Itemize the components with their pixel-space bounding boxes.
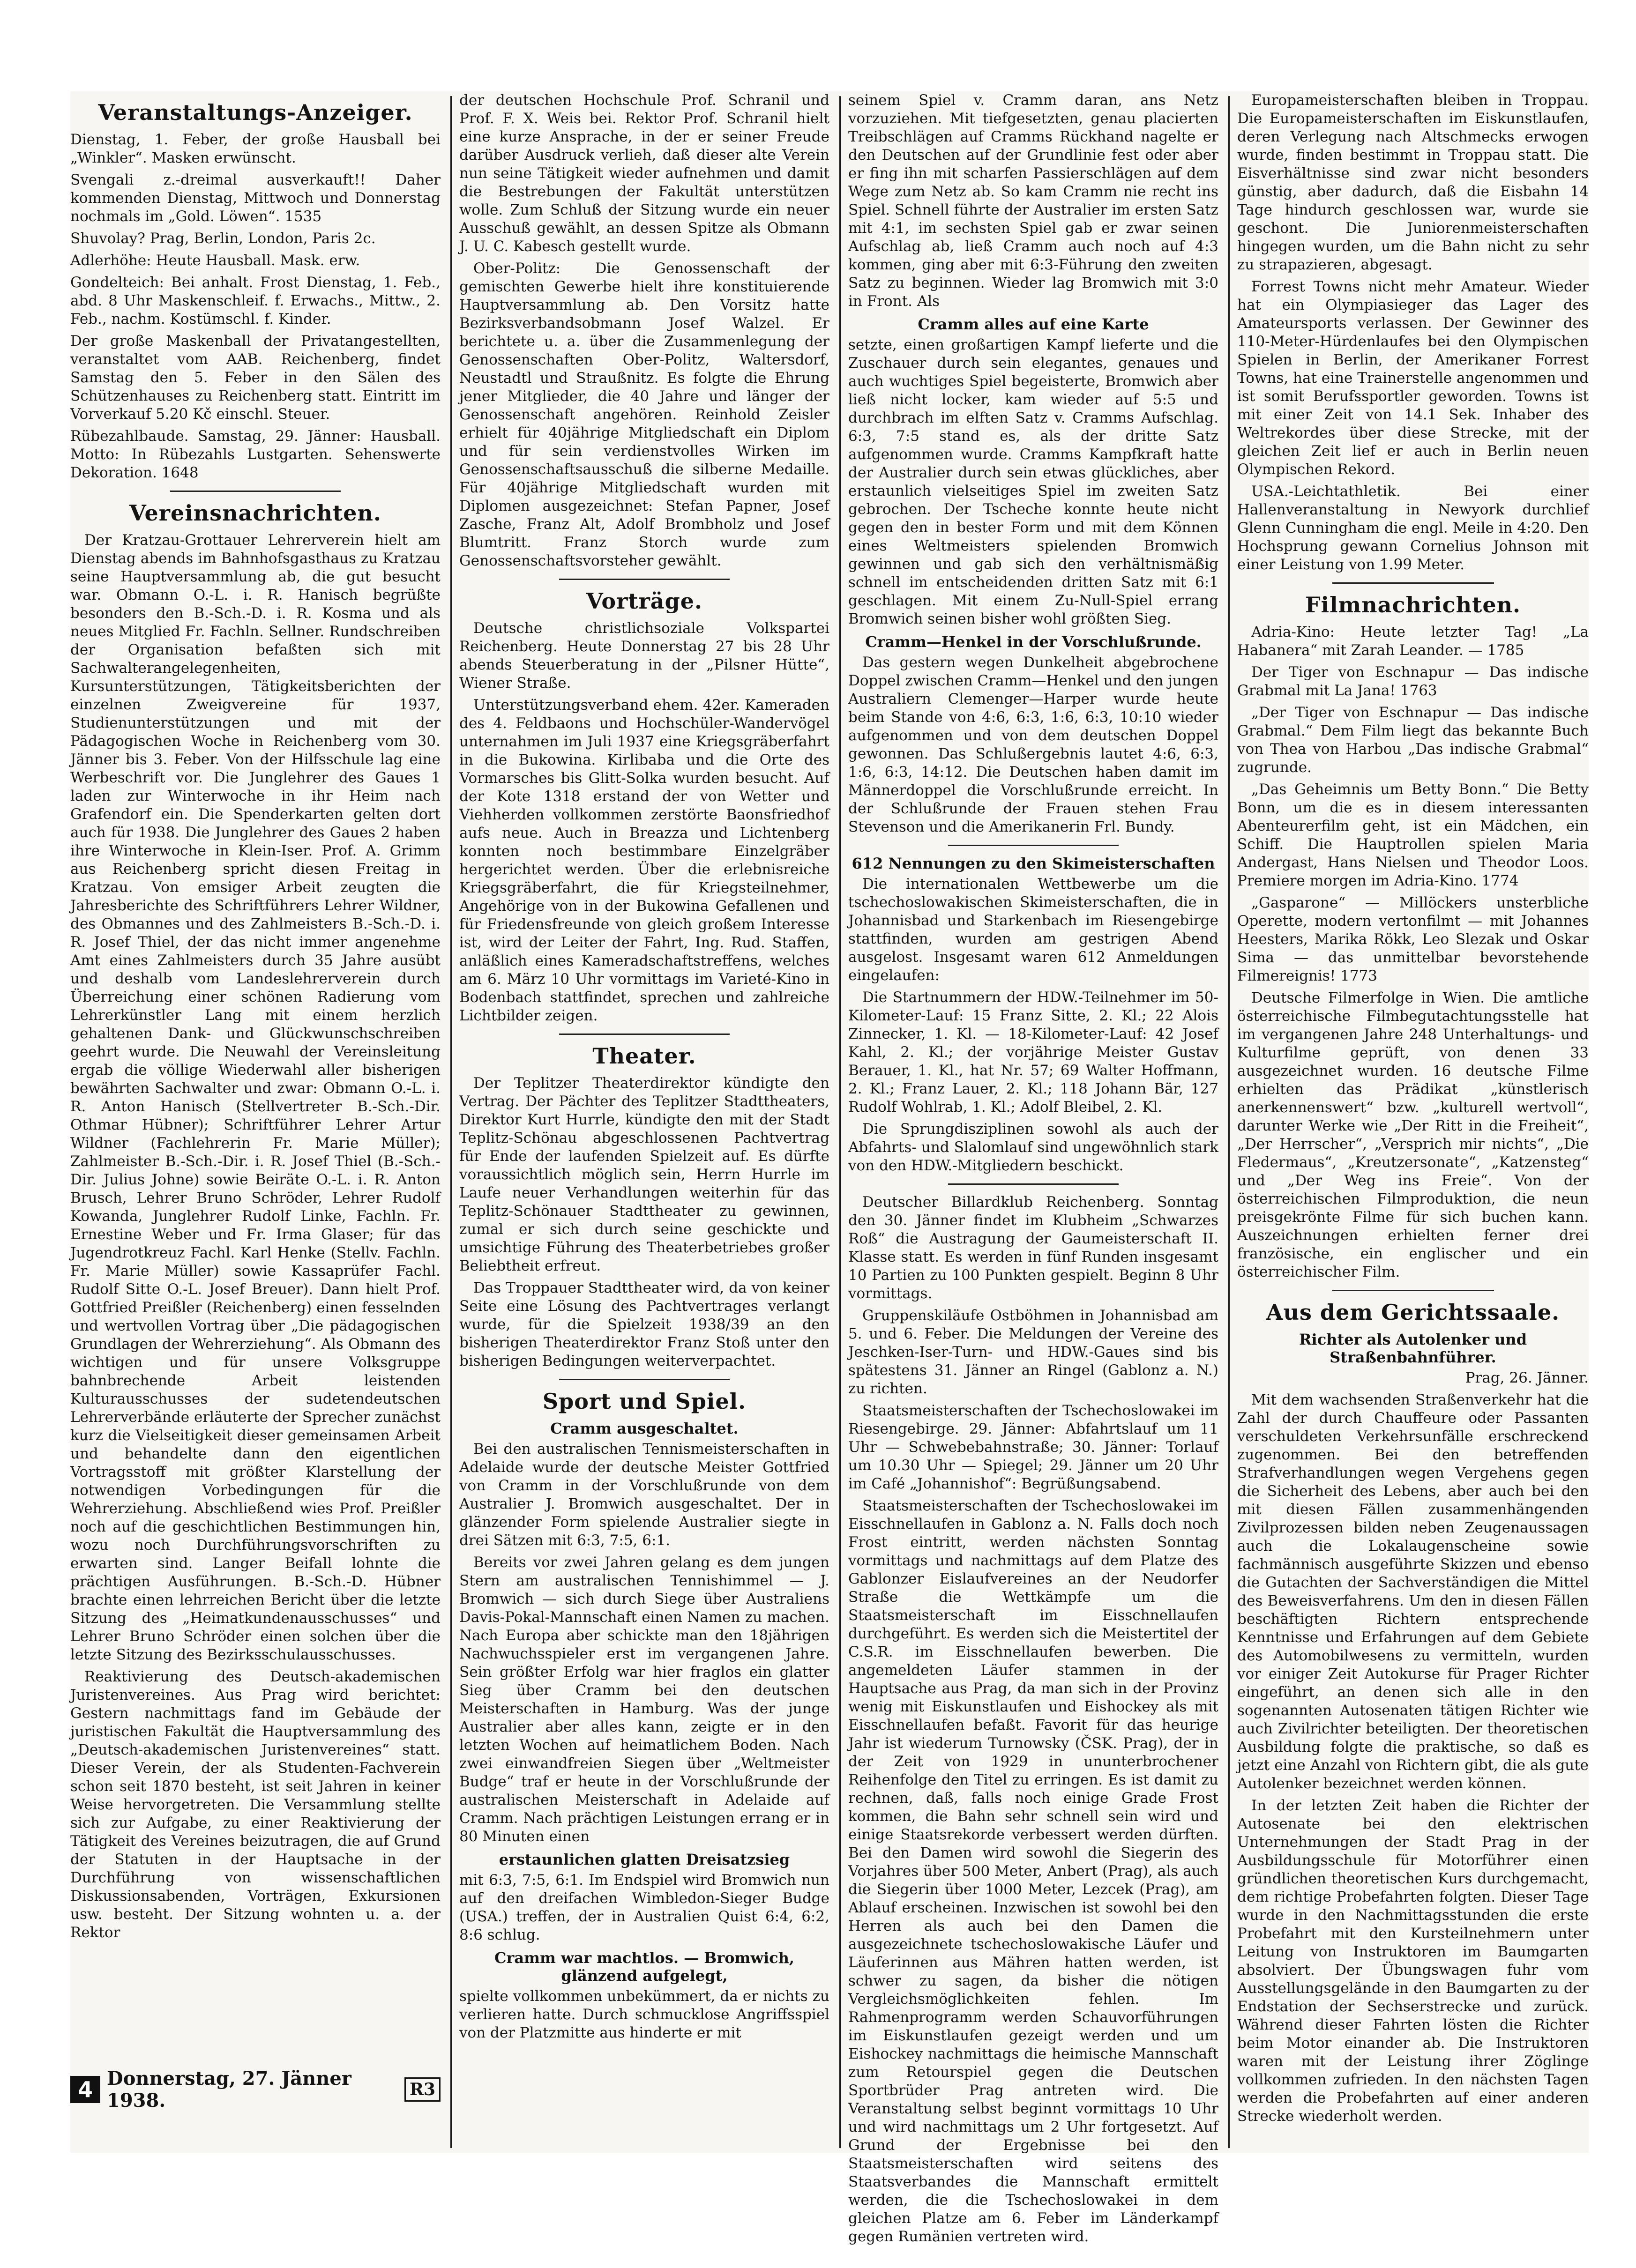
article-paragraph: Die Startnummern der HDW.-Teilnehmer im 50-Kilometer-Lauf: 15 Franz Sitte, 2. Kl.; 22 Alois Zinnecker, 1. Kl. — 18-Kilometer-Lauf: 42 Josef Kahl, 2. Kl.; der vorjährige Meister Gustav Berauer, 1. Kl., hat Nr. 57; 69 Walter Hoffmann, 2. Kl.; Franz Lauer, 2. Kl.; 118 Johann Bär, 127 Rudolf Wohlrab, 1. Kl.; Adolf Bleibel, 2. Kl. — [848, 989, 1218, 1115]
separator — [948, 845, 1118, 846]
film-notice: „Gasparone“ — Millöckers unsterbliche Operette, modern vertonfilmt — mit Johannes Heesters, Marika Rökk, Leo Slezak und Oskar Sima — das unmittelbar bevorstehende Filmereignis! 1773 — [1237, 894, 1589, 984]
article-paragraph: Das Troppauer Stadttheater wird, da von keiner Seite eine Lösung des Pachtvertrages verlangt wurde, für die Spielzeit 1938/39 an den bisherigen Theaterdirektor Franz Stoß unter den bisherigen Bedingungen weiterverpachtet. — [459, 1279, 829, 1369]
article-paragraph: Mit dem wachsenden Straßenverkehr hat die Zahl der durch Chauffeure oder Passanten verschuldeten Verkehrsunfälle erschreckend zugenommen. Bei den betreffenden Strafverhandlungen wegen Vergehens gegen die Sicherheit des Lebens, aber auch bei den mit diesen Fällen zusammenhängenden Zivilprozessen bilden neben Zeugenaussagen auch die Lokalaugenscheine sowie fachmännisch ausgeführte Skizzen und ebenso die Gutachten der Sachverständigen die Mittel des Beweisverfahrens. Um den in diesen Fällen beschäftigten Richtern entsprechende Kenntnisse und Erfahrungen auf dem Gebiete des Automobilwesens zu vermitteln, wurden vor einiger Zeit Autokurse für Prager Richter eingeführt, an denen sich alle in den sogenannten Autosenaten tätigen Richter wie auch Zivilrichter beteiligten. Der theoretischen Ausbildung folgte die praktische, so daß es jetzt eine Anzahl von Richtern gibt, die als gute Autolenker bezeichnet werden können. — [1237, 1391, 1589, 1792]
event-notice: Dienstag, 1. Feber, der große Hausball bei „Winkler“. Masken erwünscht. — [70, 131, 441, 166]
separator — [1332, 1290, 1494, 1291]
event-notice: Svengali z.-dreimal ausverkauft!! Daher kommenden Dienstag, Mittwoch und Donnerstag nochmals im „Gold. Löwen“. 1535 — [70, 171, 441, 225]
article-paragraph: mit 6:3, 7:5, 6:1. Im Endspiel wird Bromwich nun auf den dreifachen Wimbledon-Sieger Budge (USA.) treffen, der in Australien Quist 6:4, 6:2, 8:6 schlug. — [459, 1872, 829, 1943]
article-paragraph: Unterstützungsverband ehem. 42er. Kameraden des 4. Feldbaons und Hochschüler-Wandervögel unternahmen im Juli 1937 eine Kriegsgräberfahrt in die Bukowina. Kirlibaba und die Orte des Vormarsches bis Glitt-Solka wurden besucht. Auf der Kote 1318 erstand der von Wetter und Viehherden vollkommen zerstörte Baonsfriedhof aufs neue. Auch in Breazza und Lichtenberg konnten noch bestimmbare Einzelgräber hergerichtet werden. Über die erlebnisreiche Kriegsgräberfahrt, die für Kriegsteilnehmer, Angehörige von in der Bukowina Gefallenen und für Friedensfreunde von gleich großem Interesse ist, wird der Leiter der Fahrt, Ing. Rud. Staffen, anläßlich eines Kameradschaftstreffens, welches am 6. März 10 Uhr vormittags im Varieté-Kino in Bodenbach stattfindet, sprechen und zahlreiche Lichtbilder zeigen. — [459, 697, 829, 1024]
column-1 — [70, 91, 441, 2153]
footer-emblem: R3 — [404, 2077, 441, 2102]
event-notice: Gondelteich: Bei anhalt. Frost Dienstag, 1. Feb., abd. 8 Uhr Maskenschleif. f. Erwachs., Mittw., 2. Feb., nachm. Kostümschl. f. Kinder. — [70, 274, 441, 327]
subheadline: Cramm war machtlos. — Bromwich, glänzend aufgelegt, — [494, 1949, 794, 1985]
subheadline: erstaunlichen glatten Dreisatzsieg — [499, 1851, 790, 1868]
separator — [1332, 582, 1494, 584]
film-notice: Der Tiger von Eschnapur — Das indische Grabmal mit La Jana! 1763 — [1237, 664, 1589, 699]
article-paragraph: setzte, einen großartigen Kampf lieferte und die Zuschauer durch sein elegantes, genaues und auch wuchtiges Spiel begeisterte, Bromwich aber ließ nicht locker, kam wieder auf 5:5 und durchbrach im elften Satz v. Cramms Aufschlag. 6:3, 7:5 stand es, als der dritte Satz aufgenommen wurde. Cramms Kampfkraft hatte der Australier durch sein etwas glückliches, aber erstaunlich vielseitiges Spiel im zweiten Satz gebrochen. Der Tscheche konnte heute nicht gegen den in bester Form und mit dem Können eines Weltmeisters spielenden Bromwich gewinnen und gab sich den verhältnismäßig schnell im entscheidenden dritten Satz mit 6:1 geschlagen. Mit einem Zu-Null-Spiel errang Bromwich seinen bisher wohl größten Sieg. — [848, 336, 1218, 627]
separator — [559, 579, 729, 580]
film-notice: Adria-Kino: Heute letzter Tag! „La Habanera“ mit Zarah Leander. — 1785 — [1237, 624, 1589, 659]
section-heading: Aus dem Gerichtssaale. — [1266, 1300, 1560, 1325]
article-paragraph: USA.-Leichtathletik. Bei einer Hallenveranstaltung in Newyork durchlief Glenn Cunningham die engl. Meile in 4:20. Den Hochsprung gewann Cornelius Johnson mit einer Leistung von 1.99 Meter. — [1237, 483, 1589, 573]
column-3 — [848, 91, 1218, 2245]
subheadline: Cramm alles auf eine Karte — [918, 315, 1149, 333]
film-notice: „Der Tiger von Eschnapur — Das indische Grabmal.“ Dem Film liegt das bekannte Buch von Thea von Harbou „Das indische Grabmal“ zugrunde. — [1237, 704, 1589, 776]
section-heading: Filmnachrichten. — [1305, 592, 1521, 617]
article-paragraph: Ober-Politz: Die Genossenschaft der gemischten Gewerbe hielt ihre konstituierende Hauptversammlung ab. Den Vorsitz hatte Bezirksverbandsobmann Josef Walzel. Er berichtete u. a. über die Zusammenlegung der Genossenschaften Ober-Politz, Waltersdorf, Neustadtl und Straußnitz. Es folgte die Ehrung jener Mitglieder, die 40 Jahre und länger der Genossenschaft angehören. Reinhold Zeisler erhielt für 40jährige Mitgliedschaft ein Diplom und für sein verdienstvolles Wirken im Genossenschaftsausschuß die silberne Medaille. Für 40jährige Mitgliedschaft wurden mit Diplomen ausgezeichnet: Stefan Papner, Josef Zasche, Franz Alt, Adolf Brombholz und Josef Blumtritt. Franz Storch wurde zum Genossenschaftsvorsteher gewählt. — [459, 260, 829, 569]
event-notice: Der große Maskenball der Privatangestellten, veranstaltet vom AAB. Reichenberg, findet Samstag den 5. Feber in den Sälen des Schützenhauses zu Reichenberg statt. Eintritt im Vorverkauf 5.20 Kč einschl. Steuer. — [70, 333, 441, 423]
page-number: 4 — [70, 2076, 100, 2103]
event-notice: Rübezahlbaude. Samstag, 29. Jänner: Hausball. Motto: In Rübezahls Lustgarten. Sehenswerte Dekoration. 1648 — [70, 428, 441, 481]
article-paragraph: spielte vollkommen unbekümmert, da er nichts zu verlieren hatte. Durch schmucklose Angriffsspiel von der Platzmitte aus hinderte er mit — [459, 1988, 829, 2041]
article-headline: Cramm ausgeschaltet. — [550, 1420, 739, 1437]
article-paragraph: Der Kratzau-Grottauer Lehrerverein hielt am Dienstag abends im Bahnhofsgasthaus zu Kratzau seine Hauptversammlung ab, die gut besucht war. Obmann O.-L. i. R. Hanisch begrüßte besonders den B.-Sch.-D. i. R. Kosma und als neues Mitglied Fr. Fachln. Sellner. Rundschreiben der Organisation befaßten sich mit Sachwalterangelegenheiten, Kursunterstützungen, Tätigkeitsberichten der einzelnen Zweigvereine für 1937, Studienunterstützungen und mit der Pädagogischen Woche in Reichenberg vom 30. Jänner bis 3. Feber. Von der Hilfsschule lag eine Werbeschrift vor. Die Junglehrer des Gaues 1 laden zur Winterwoche in ihr Heim nach Grafendorf ein. Die Spenderkarten gelten dort auch für 1938. Die Junglehrer des Gaues 2 haben ihre Winterwoche in Klein-Iser. Prof. A. Grimm aus Reichenberg spricht diesen Freitag in Kratzau. Von emsiger Arbeit zeugten die Jahresberichte des Schriftführers Lehrer Wildner, des Obmannes und des Zahlmeisters B.-Sch.-D. i. R. Josef Thiel, der das nicht immer angenehme Amt eines Zahlmeisters durch 35 Jahre ausübt und deshalb vom Landeslehrerverein durch Überreichung einer schönen Radierung vom Lehrerkünstler Lang mit einem herzlich gehaltenen Dank- und Glückwunschschreiben geehrt wurde. Die Neuwahl der Vereinsleitung ergab die völlige Wiederwahl aller bisherigen bewährten Sachwalter und zwar: Obmann O.-L. i. R. Anton Hanisch (Stellvertreter B.-Sch.-Dir. Othmar Hübner); Schriftführer Lehrer Artur Wildner (Fachlehrerin Fr. Marie Müller); Zahlmeister B.-Sch.-Dir. i. R. Josef Thiel (B.-Sch.-Dir. Julius Johne) sowie Beiräte O.-L. i. R. Anton Brusch, Lehrer Bruno Schröder, Lehrer Rudolf Kowanda, Junglehrer Rudolf Linke, Fachln. Fr. Ernestine Weber und Fr. Irma Glaser; für das Jugendrotkreuz Fachl. Karl Henke (Stellv. Fachln. Fr. Marie Müller) sowie Kassaprüfer Fachl. Rudolf Sitte O.-L. Josef Breuer). Dann hielt Prof. Gottfried Preißler (Reichenberg) einen fesselnden und wertvollen Vortrag über „Die pädagogischen Grundlagen der Wehrerziehung“. Als Obmann des wichtigen und für unsere Volksgruppe bahnbrechende Arbeit leistenden Kulturausschusses der sudetendeutschen Lehrerverbände erläuterte der Sprecher zunächst kurz die Vielseitigkeit dieser gemeinsamen Arbeit und behandelte dann den eigentlichen Vortragsstoff mit größter Klarstellung der notwendigen Vorbedingungen für die Wehrerziehung. Abschließend wies Prof. Preißler noch auf die geschichtlichen Bestimmungen hin, wozu noch Durchführungsvorschriften zu erwarten sind. Langer Beifall lohnte die prächtigen Ausführungen. B.-Sch.-D. Hübner brachte einen lehrreichen Bericht über die letzte Sitzung des „Heimatkundenausschusses“ und Lehrer Bruno Schröder einen solchen über die letzte Sitzung des Bezirksschulausschusses. — [70, 532, 441, 1663]
separator — [948, 1183, 1118, 1185]
page-footer — [70, 2067, 441, 2112]
column-rule — [839, 96, 841, 2148]
film-notice: Deutsche Filmerfolge in Wien. Die amtliche österreichische Filmbegutachtungsstelle hat im vergangenen Jahre 248 Unterhaltungs- und Kulturfilme geprüft, von denen 33 ausgezeichnet wurden. 16 deutsche Filme erhielten das Prädikat „künstlerisch anerkennenswert“ bzw. „kulturell wertvoll“, darunter Werke wie „Der Ritt in die Freiheit“, „Der Herrscher“, „Versprich mir nichts“, „Die Fledermaus“, „Kreutzersonate“, „Katzensteg“ und „Der Weg ins Freie“. Von der österreichischen Filmproduktion, die neun preisgekrönte Filme für sich buchen kann. Auszeichnungen erhielten ferner drei französische, ein englischer und ein österreichischer Film. — [1237, 989, 1589, 1280]
column-rule — [450, 96, 452, 2148]
article-paragraph: Der Teplitzer Theaterdirektor kündigte den Vertrag. Der Pächter des Teplitzer Stadttheaters, Direktor Kurt Hurrle, kündigte den mit der Stadt Teplitz-Schönau abgeschlossenen Pachtvertrag für Ende der laufenden Spielzeit auf. Es dürfte voraussichtlich möglich sein, Herrn Hurrle im Laufe neuer Verhandlungen weiterhin für das Teplitz-Schönauer Stadttheater zu gewinnen, zumal er sich durch seine geschickte und umsichtige Führung des Theaterbetriebes großer Beliebtheit erfreut. — [459, 1075, 829, 1274]
section-heading: Sport und Spiel. — [542, 1389, 747, 1414]
article-paragraph: Deutsche christlichsoziale Volkspartei Reichenberg. Heute Donnerstag 27 bis 28 Uhr abends Steuerberatung in der „Pilsner Hütte“, Wiener Straße. — [459, 620, 829, 692]
separator — [559, 1379, 729, 1380]
section-heading: Vorträge. — [586, 588, 703, 614]
issue-date: Donnerstag, 27. Jänner 1938. — [107, 2067, 351, 2112]
article-headline: Richter als Autolenker und Straßenbahnführer. — [1299, 1331, 1527, 1366]
separator — [559, 1034, 729, 1035]
section-heading: Veranstaltungs-Anzeiger. — [98, 100, 413, 125]
article-paragraph: Europameisterschaften bleiben in Troppau. Die Europameisterschaften im Eiskunstlaufen, deren Verlegung nach Altschmecks erwogen wurde, finden bestimmt in Troppau statt. Die Eisverhältnisse sind zwar nicht besonders günstig, aber dadurch, daß die Eisbahn 14 Tage hindurch geschlossen war, wurde sie geschont. Die Juniorenmeisterschaften hingegen wurden, um die Bahn nicht zu sehr zu strapazieren, abgesagt. — [1237, 92, 1589, 273]
article-paragraph: Gruppenskiläufe Ostböhmen in Johannisbad am 5. und 6. Feber. Die Meldungen der Vereine des Jeschken-Iser-Turn- und HDW.-Gaues sind bis spätestens 31. Jänner an Ringel (Gablonz a. N.) zu richten. — [848, 1307, 1218, 1397]
separator — [170, 491, 340, 492]
subheadline: Cramm—Henkel in der Vorschlußrunde. — [865, 633, 1202, 651]
article-paragraph: Bei den australischen Tennismeisterschaften in Adelaide wurde der deutsche Meister Gottfried von Cramm in der Vorschlußrunde von dem Australier J. Bromwich ausgeschaltet. Der in glänzender Form spielende Australier siegte in drei Sätzen mit 6:3, 7:5, 6:1. — [459, 1441, 829, 1549]
newspaper-page — [70, 91, 1589, 2245]
article-paragraph: In der letzten Zeit haben die Richter der Autosenate bei den elektrischen Unternehmungen der Stadt Prag in der Ausbildungsschule für Motorführer einen gründlichen theoretischen Kurs durchgemacht, dem richtige Probefahrten folgten. Dieser Tage wurde in den Nachmittagsstunden die erste Probefahrt mit den Kursteilnehmern unter Leitung von Instruktoren im Baumgarten absolviert. Der Übungswagen fuhr vom Ausstellungsgelände in den Baumgarten zu der Endstation der Sechserstrecke und zurück. Während dieser Fahrten lösten die Richter beim Motor einander ab. Die Instruktoren waren mit der Leistung ihrer Zöglinge vollkommen zufrieden. In den nächsten Tagen werden die Probefahrten auf einer anderen Strecke wiederholt werden. — [1237, 1797, 1589, 2125]
section-heading: Vereinsnachrichten. — [129, 500, 381, 526]
column-4 — [1237, 91, 1589, 2153]
article-paragraph: Staatsmeisterschaften der Tschechoslowakei im Riesengebirge. 29. Jänner: Abfahrtslauf um 11 Uhr — Schwebebahnstraße; 30. Jänner: Torlauf um 10.30 Uhr — Spiegel; 29. Jänner um 20 Uhr im Café „Johannishof“: Begrüßungsabend. — [848, 1402, 1218, 1492]
section-heading: Theater. — [592, 1043, 696, 1069]
column-rule — [1228, 96, 1230, 2148]
dateline: Prag, 26. Jänner. — [1465, 1369, 1589, 1386]
film-notice: „Das Geheimnis um Betty Bonn.“ Die Betty Bonn, um die es in diesem interessanten Abenteurerfilm geht, ist ein Mädchen, ein Schiff. Die Hauptrollen spielen Maria Andergast, Hans Nielsen und Theodor Loos. Premiere morgen im Adria-Kino. 1774 — [1237, 781, 1589, 889]
article-paragraph: Deutscher Billardklub Reichenberg. Sonntag den 30. Jänner findet im Klubheim „Schwarzes Roß“ die Austragung der Gaumeisterschaft II. Klasse statt. Es werden in fünf Runden insgesamt 10 Partien zu 100 Punkten gespielt. Beginn 8 Uhr vormittags. — [848, 1194, 1218, 1302]
article-paragraph: Die internationalen Wettbewerbe um die tschechoslowakischen Skimeisterschaften, die in Johannisbad und Starkenbach im Riesengebirge stattfinden, wurden am gestrigen Abend ausgelost. Insgesamt waren 612 Anmeldungen eingelaufen: — [848, 876, 1218, 984]
event-notice: Shuvolay? Prag, Berlin, London, Paris 2c. — [70, 230, 376, 247]
column-2 — [459, 91, 829, 2153]
article-paragraph: seinem Spiel v. Cramm daran, ans Netz vorzuziehen. Mit tiefgesetzten, genau placierten Treibschlägen auf Cramms Rückhand nagelte er den Deutschen auf der Grundlinie fest oder aber er fing ihn mit scharfen Passierschlägen auf dem Wege zum Netz ab. So kam Cramm nie recht ins Spiel. Schnell führte der Australier im ersten Satz mit 4:1, im sechsten Spiel gab er zwar seinen Aufschlag ab, ließ Cramm auch noch auf 4:3 kommen, ging aber mit 6:3-Führung den zweiten Satz zu beginnen. Wieder lag Bromwich mit 3:0 in Front. Als — [848, 92, 1218, 310]
article-paragraph: Staatsmeisterschaften der Tschechoslowakei im Eisschnellaufen in Gablonz a. N. Falls doch noch Frost eintritt, werden nächsten Sonntag vormittags und nachmittags auf dem Platze des Gablonzer Eislaufvereines an der Neudorfer Straße die Wettkämpfe um die Staatsmeisterschaft im Eisschnellaufen durchgeführt. Es werden sich die Meistertitel der C.S.R. im Eisschnellaufen bewerben. Die angemeldeten Läufer stammen in der Hauptsache aus Prag, da man sich in der Provinz wenig mit Eiskunstlaufen und Eishockey als mit Eisschnellaufen befaßt. Favorit für das heurige Jahr ist wiederum Turnowsky (ČSK. Prag), der in der Zeit von 1929 in ununterbrochener Reihenfolge den Titel zu erringen. Es ist damit zu rechnen, daß, falls noch einige Grade Frost kommen, die Bahn sehr schnell sein wird und einige Staatsrekorde verbessert werden dürften. Bei den Damen wird sowohl die Siegerin des Vorjahres über 500 Meter, Anbert (Prag), als auch die Siegerin über 1000 Meter, Lezcek (Prag), am Ablauf erscheinen. Inzwischen ist sowohl bei den Herren als auch bei den Damen die ausgezeichnete tschechoslowakische Läufer und Läuferinnen aus Mähren hatten werden, ist schwer zu sagen, da bisher die nötigen Vergleichsmöglichkeiten fehlen. Im Rahmenprogramm werden Schauvorführungen im Eiskunstlaufen gezeigt werden und um Eishockey nachmittags die heimische Mannschaft zum Retourspiel gegen die Deutschen Sportbrüder Prag antreten wird. Die Veranstaltung selbst beginnt vormittags 10 Uhr und wird nachmittags um 2 Uhr fortgesetzt. Auf Grund der Ergebnisse bei den Staatsmeisterschaften wird seitens des Staatsverbandes die Mannschaft ermittelt werden, die die Tschechoslowakei in dem gleichen Platze am 6. Feber im Länderkampf gegen Rumänien vertreten wird. — [848, 1497, 1218, 2245]
event-notice: Adlerhöhe: Heute Hausball. Mask. erw. — [70, 252, 360, 269]
article-paragraph: Forrest Towns nicht mehr Amateur. Wieder hat ein Olympiasieger das Lager des Amateursports verlassen. Der Gewinner des 110-Meter-Hürdenlaufes bei den Olympischen Spielen in Berlin, der Amerikaner Forrest Towns, hat eine Trainerstelle angenommen und ist somit Berufssportler geworden. Towns ist mit einer Zeit von 14.1 Sek. Inhaber des Weltrekordes über diese Strecke, mit der gleichen Zeit lief er auch in Berlin neuen Olympischen Rekord. — [1237, 278, 1589, 478]
article-paragraph: Die Sprungdisziplinen sowohl als auch der Abfahrts- und Slalomlauf sind ungewöhnlich stark von den HDW.-Mitgliedern beschickt. — [848, 1121, 1218, 1174]
article-paragraph: Das gestern wegen Dunkelheit abgebrochene Doppel zwischen Cramm—Henkel und den jungen Australiern Clemenger—Harper wurde heute beim Stande von 4:6, 6:3, 1:6, 6:3, 10:10 wieder aufgenommen und von dem deutschen Doppel gewonnen. Das Schlußergebnis lautet 4:6, 6:3, 1:6, 6:3, 14:12. Die Deutschen haben damit im Männerdoppel die Vorschlußrunde erreicht. In der Schlußrunde der Frauen stehen Frau Stevenson und die Amerikanerin Frl. Bundy. — [848, 654, 1218, 835]
article-headline: 612 Nennungen zu den Skimeisterschaften — [852, 855, 1215, 872]
article-paragraph: der deutschen Hochschule Prof. Schranil und Prof. F. X. Weis bei. Rektor Prof. Schranil hielt eine kurze Ansprache, in der er seiner Freude darüber Ausdruck verlieh, daß dieser alte Verein nun seine Tätigkeit wieder aufnehmen und damit die Bestrebungen der Fakultät unterstützen wolle. Zum Schluß der Sitzung wurde ein neuer Ausschuß gewählt, an dessen Spitze als Obmann J. U. C. Kabesch gestellt wurde. — [459, 92, 829, 255]
article-paragraph: Reaktivierung des Deutsch-akademischen Juristenvereines. Aus Prag wird berichtet: Gestern nachmittags fand im Gebäude der juristischen Fakultät die Hauptversammlung des „Deutsch-akademischen Juristenvereines“ statt. Dieser Verein, der als Studenten-Fachverein schon seit 1870 besteht, ist seit Jahren in keiner Weise hervorgetreten. Die Versammlung stellte sich zur Aufgabe, zu einer Reaktivierung der Tätigkeit des Vereines beizutragen, die auf Grund der Statuten in der Hauptsache in der Durchführung von wissenschaftlichen Diskussionsabenden, Vorträgen, Exkursionen usw. besteht. Der Sitzung wohnten u. a. der Rektor — [70, 1668, 441, 1941]
article-paragraph: Bereits vor zwei Jahren gelang es dem jungen Stern am australischen Tennishimmel — J. Bromwich — sich durch Siege über Australiens Davis-Pokal-Mannschaft einen Namen zu machen. Nach Europa aber schickte man den 18jährigen Nachwuchsspieler erst im vergangenen Jahre. Sein größter Erfolg war hier fraglos ein glatter Sieg über Cramm bei den deutschen Meisterschaften in Hamburg. Was der junge Australier aber alles kann, zeigte er in den letzten Wochen auf heimatlichem Boden. Nach zwei einwandfreien Siegen über „Weltmeister Budge“ traf er heute in der Vorschlußrunde der australischen Meisterschaft in Adelaide auf Cramm. Nach prächtigen Leistungen errang er in 80 Minuten einen — [459, 1554, 829, 1845]
